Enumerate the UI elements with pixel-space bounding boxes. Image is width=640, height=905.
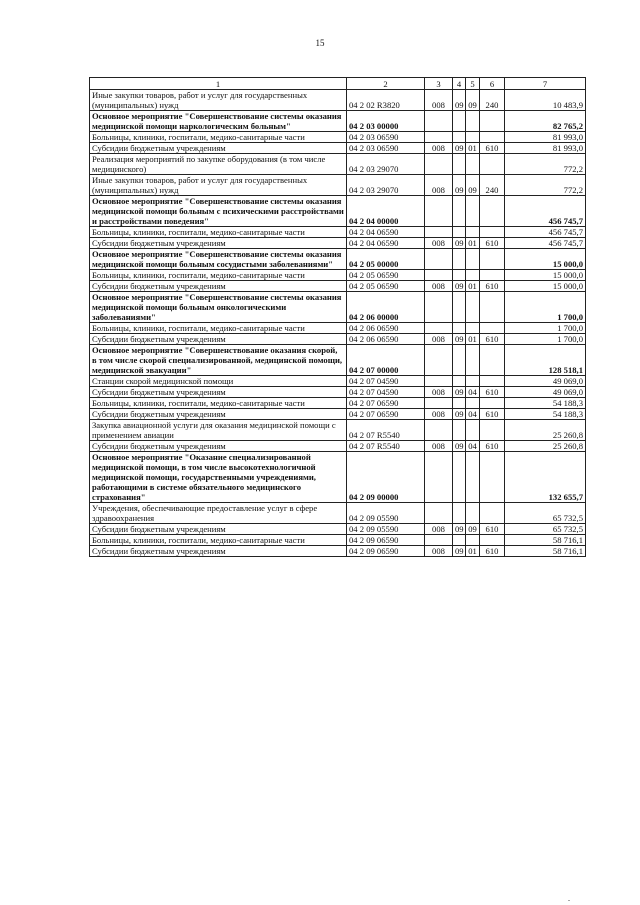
row-section-cell: 09 <box>453 90 466 111</box>
row-section-cell <box>453 503 466 524</box>
row-code-cell: 04 2 04 00000 <box>347 196 425 227</box>
row-name-cell: Основное мероприятие "Совершенствование системы оказания медицинской помощи наркологическим больным" <box>90 111 347 132</box>
header-cell-code: 2 <box>347 78 425 90</box>
row-section-cell <box>453 323 466 334</box>
row-ministry-cell <box>425 154 453 175</box>
row-name-cell: Больницы, клиники, госпитали, медико-санитарные части <box>90 535 347 546</box>
table-row <box>90 143 586 154</box>
row-name-cell: Субсидии бюджетным учреждениям <box>90 524 347 535</box>
header-cell-subsection: 5 <box>466 78 480 90</box>
row-subsection-cell: 09 <box>466 90 480 111</box>
row-section-cell <box>453 535 466 546</box>
row-sum-cell: 10 483,9 <box>505 90 586 111</box>
row-expense-type-cell <box>480 111 505 132</box>
row-expense-type-cell <box>480 323 505 334</box>
row-subsection-cell <box>466 452 480 503</box>
row-sum-cell: 82 765,2 <box>505 111 586 132</box>
row-ministry-cell <box>425 535 453 546</box>
row-section-cell: 09 <box>453 409 466 420</box>
table-row <box>90 270 586 281</box>
row-code-cell: 04 2 05 00000 <box>347 249 425 270</box>
row-subsection-cell: 04 <box>466 409 480 420</box>
row-subsection-cell <box>466 196 480 227</box>
row-name-cell: Учреждения, обеспечивающие предоставление услуг в сфере здравоохранения <box>90 503 347 524</box>
row-section-cell <box>453 376 466 387</box>
row-section-cell <box>453 420 466 441</box>
row-ministry-cell: 008 <box>425 409 453 420</box>
row-sum-cell: 132 655,7 <box>505 452 586 503</box>
header-cell-name: 1 <box>90 78 347 90</box>
row-name-cell: Субсидии бюджетным учреждениям <box>90 334 347 345</box>
row-expense-type-cell <box>480 227 505 238</box>
row-name-cell: Субсидии бюджетным учреждениям <box>90 409 347 420</box>
row-name-cell: Основное мероприятие "Оказание специализированной медицинской помощи, в том числе высокотехнологичной медицинской помощи, государственными учреждениями, работающими в системе обязательного медицинского страхования" <box>90 452 347 503</box>
row-subsection-cell <box>466 132 480 143</box>
row-name-cell: Иные закупки товаров, работ и услуг для государственных (муниципальных) нужд <box>90 90 347 111</box>
row-name-cell: Основное мероприятие "Совершенствование системы оказания медицинской помощи больным онкологическими заболеваниями" <box>90 292 347 323</box>
table-row <box>90 132 586 143</box>
row-section-cell: 09 <box>453 546 466 557</box>
row-ministry-cell <box>425 292 453 323</box>
table-row <box>90 111 586 132</box>
row-section-cell <box>453 111 466 132</box>
row-code-cell: 04 2 07 06590 <box>347 398 425 409</box>
row-code-cell: 04 2 09 05590 <box>347 503 425 524</box>
row-section-cell <box>453 398 466 409</box>
table-row <box>90 154 586 175</box>
table-header-row <box>90 78 586 90</box>
table-row <box>90 409 586 420</box>
row-name-cell: Иные закупки товаров, работ и услуг для государственных (муниципальных) нужд <box>90 175 347 196</box>
table-row <box>90 345 586 376</box>
row-sum-cell: 15 000,0 <box>505 249 586 270</box>
row-ministry-cell <box>425 227 453 238</box>
row-section-cell <box>453 249 466 270</box>
table-row <box>90 546 586 557</box>
table-row <box>90 196 586 227</box>
row-code-cell: 04 2 09 06590 <box>347 535 425 546</box>
row-section-cell: 09 <box>453 175 466 196</box>
row-sum-cell: 456 745,7 <box>505 196 586 227</box>
row-expense-type-cell: 610 <box>480 387 505 398</box>
row-name-cell: Основное мероприятие "Совершенствование системы оказания медицинской помощи больным с психическими расстройствами и расстройствами поведения" <box>90 196 347 227</box>
row-code-cell: 04 2 07 R5540 <box>347 420 425 441</box>
row-name-cell: Больницы, клиники, госпитали, медико-санитарные части <box>90 323 347 334</box>
row-name-cell: Субсидии бюджетным учреждениям <box>90 387 347 398</box>
row-name-cell: Больницы, клиники, госпитали, медико-санитарные части <box>90 270 347 281</box>
row-section-cell: 09 <box>453 387 466 398</box>
row-expense-type-cell: 610 <box>480 143 505 154</box>
header-cell-expense-type: 6 <box>480 78 505 90</box>
row-subsection-cell: 01 <box>466 546 480 557</box>
row-name-cell: Субсидии бюджетным учреждениям <box>90 238 347 249</box>
row-ministry-cell <box>425 452 453 503</box>
row-sum-cell: 128 518,1 <box>505 345 586 376</box>
budget-table <box>89 77 586 557</box>
table-row <box>90 249 586 270</box>
table-row <box>90 420 586 441</box>
header-cell-ministry: 3 <box>425 78 453 90</box>
row-sum-cell: 58 716,1 <box>505 546 586 557</box>
row-section-cell <box>453 227 466 238</box>
row-section-cell: 09 <box>453 524 466 535</box>
table-row <box>90 441 586 452</box>
row-ministry-cell <box>425 111 453 132</box>
row-section-cell <box>453 132 466 143</box>
row-section-cell <box>453 270 466 281</box>
row-section-cell <box>453 154 466 175</box>
row-ministry-cell: 008 <box>425 281 453 292</box>
row-sum-cell: 54 188,3 <box>505 409 586 420</box>
row-ministry-cell: 008 <box>425 546 453 557</box>
row-section-cell: 09 <box>453 238 466 249</box>
row-subsection-cell: 09 <box>466 175 480 196</box>
row-sum-cell: 1 700,0 <box>505 292 586 323</box>
table-row <box>90 535 586 546</box>
row-expense-type-cell: 610 <box>480 334 505 345</box>
row-subsection-cell <box>466 398 480 409</box>
row-expense-type-cell <box>480 535 505 546</box>
row-sum-cell: 25 260,8 <box>505 420 586 441</box>
row-name-cell: Больницы, клиники, госпитали, медико-санитарные части <box>90 132 347 143</box>
row-expense-type-cell <box>480 398 505 409</box>
row-subsection-cell <box>466 292 480 323</box>
table-row <box>90 452 586 503</box>
row-name-cell: Основное мероприятие "Совершенствование оказания скорой, в том числе скорой специализированной, медицинской помощи, медицинской эвакуации" <box>90 345 347 376</box>
row-expense-type-cell <box>480 376 505 387</box>
row-code-cell: 04 2 07 R5540 <box>347 441 425 452</box>
table-row <box>90 323 586 334</box>
row-code-cell: 04 2 04 06590 <box>347 238 425 249</box>
row-code-cell: 04 2 03 29070 <box>347 154 425 175</box>
row-ministry-cell <box>425 420 453 441</box>
row-expense-type-cell <box>480 154 505 175</box>
table-row <box>90 376 586 387</box>
row-ministry-cell: 008 <box>425 143 453 154</box>
row-code-cell: 04 2 07 06590 <box>347 409 425 420</box>
row-ministry-cell: 008 <box>425 387 453 398</box>
row-name-cell: Закупка авиационной услуги для оказания медицинской помощи с применением авиации <box>90 420 347 441</box>
row-section-cell <box>453 345 466 376</box>
row-subsection-cell <box>466 270 480 281</box>
table-row <box>90 175 586 196</box>
row-name-cell: Субсидии бюджетным учреждениям <box>90 143 347 154</box>
row-code-cell: 04 2 03 29070 <box>347 175 425 196</box>
row-name-cell: Субсидии бюджетным учреждениям <box>90 546 347 557</box>
row-subsection-cell <box>466 503 480 524</box>
row-sum-cell: 15 000,0 <box>505 270 586 281</box>
row-ministry-cell: 008 <box>425 441 453 452</box>
row-subsection-cell: 01 <box>466 334 480 345</box>
row-section-cell: 09 <box>453 334 466 345</box>
table-row <box>90 398 586 409</box>
row-section-cell: 09 <box>453 441 466 452</box>
row-name-cell: Станции скорой медицинской помощи <box>90 376 347 387</box>
row-code-cell: 04 2 07 04590 <box>347 376 425 387</box>
page-number: 15 <box>315 38 325 48</box>
row-sum-cell: 81 993,0 <box>505 143 586 154</box>
row-ministry-cell: 008 <box>425 524 453 535</box>
row-expense-type-cell: 610 <box>480 524 505 535</box>
row-ministry-cell <box>425 196 453 227</box>
row-expense-type-cell <box>480 503 505 524</box>
row-expense-type-cell <box>480 132 505 143</box>
table-row <box>90 334 586 345</box>
row-name-cell: Реализация мероприятий по закупке оборудования (в том числе медицинского) <box>90 154 347 175</box>
corner-mark: . <box>568 894 570 903</box>
row-code-cell: 04 2 09 06590 <box>347 546 425 557</box>
row-code-cell: 04 2 09 05590 <box>347 524 425 535</box>
row-ministry-cell <box>425 270 453 281</box>
header-cell-section: 4 <box>453 78 466 90</box>
row-sum-cell: 65 732,5 <box>505 503 586 524</box>
row-ministry-cell <box>425 132 453 143</box>
row-sum-cell: 49 069,0 <box>505 376 586 387</box>
row-code-cell: 04 2 03 00000 <box>347 111 425 132</box>
row-name-cell: Субсидии бюджетным учреждениям <box>90 281 347 292</box>
table-row <box>90 524 586 535</box>
row-sum-cell: 1 700,0 <box>505 323 586 334</box>
table-row <box>90 387 586 398</box>
row-subsection-cell <box>466 535 480 546</box>
row-code-cell: 04 2 07 00000 <box>347 345 425 376</box>
row-subsection-cell <box>466 249 480 270</box>
table-row <box>90 90 586 111</box>
table-row <box>90 227 586 238</box>
row-code-cell: 04 2 05 06590 <box>347 281 425 292</box>
row-sum-cell: 58 716,1 <box>505 535 586 546</box>
row-code-cell: 04 2 07 04590 <box>347 387 425 398</box>
row-subsection-cell <box>466 420 480 441</box>
row-sum-cell: 25 260,8 <box>505 441 586 452</box>
row-ministry-cell <box>425 323 453 334</box>
table-row <box>90 292 586 323</box>
row-sum-cell: 456 745,7 <box>505 227 586 238</box>
row-subsection-cell: 04 <box>466 387 480 398</box>
row-expense-type-cell: 610 <box>480 409 505 420</box>
row-ministry-cell: 008 <box>425 334 453 345</box>
row-name-cell: Субсидии бюджетным учреждениям <box>90 441 347 452</box>
row-code-cell: 04 2 05 06590 <box>347 270 425 281</box>
budget-table-body <box>90 78 586 557</box>
row-subsection-cell <box>466 323 480 334</box>
row-subsection-cell <box>466 376 480 387</box>
row-code-cell: 04 2 09 00000 <box>347 452 425 503</box>
row-sum-cell: 15 000,0 <box>505 281 586 292</box>
row-expense-type-cell <box>480 292 505 323</box>
row-code-cell: 04 2 04 06590 <box>347 227 425 238</box>
row-code-cell: 04 2 06 06590 <box>347 334 425 345</box>
row-ministry-cell <box>425 398 453 409</box>
row-ministry-cell <box>425 503 453 524</box>
row-expense-type-cell <box>480 196 505 227</box>
row-expense-type-cell: 240 <box>480 175 505 196</box>
row-expense-type-cell <box>480 452 505 503</box>
row-sum-cell: 456 745,7 <box>505 238 586 249</box>
row-sum-cell: 54 188,3 <box>505 398 586 409</box>
row-ministry-cell: 008 <box>425 175 453 196</box>
row-subsection-cell: 01 <box>466 238 480 249</box>
row-ministry-cell <box>425 345 453 376</box>
row-subsection-cell <box>466 345 480 376</box>
row-subsection-cell: 04 <box>466 441 480 452</box>
row-ministry-cell: 008 <box>425 238 453 249</box>
row-expense-type-cell: 610 <box>480 441 505 452</box>
row-expense-type-cell <box>480 420 505 441</box>
row-subsection-cell: 01 <box>466 143 480 154</box>
table-row <box>90 281 586 292</box>
row-subsection-cell <box>466 227 480 238</box>
row-sum-cell: 1 700,0 <box>505 334 586 345</box>
row-code-cell: 04 2 02 R3820 <box>347 90 425 111</box>
row-sum-cell: 65 732,5 <box>505 524 586 535</box>
row-code-cell: 04 2 03 06590 <box>347 143 425 154</box>
row-section-cell: 09 <box>453 143 466 154</box>
row-code-cell: 04 2 03 06590 <box>347 132 425 143</box>
row-name-cell: Основное мероприятие "Совершенствование системы оказания медицинской помощи больным сосудистыми заболеваниями" <box>90 249 347 270</box>
row-expense-type-cell <box>480 270 505 281</box>
table-row <box>90 238 586 249</box>
table-row <box>90 503 586 524</box>
row-section-cell <box>453 292 466 323</box>
row-sum-cell: 772,2 <box>505 175 586 196</box>
row-name-cell: Больницы, клиники, госпитали, медико-санитарные части <box>90 398 347 409</box>
row-subsection-cell: 09 <box>466 524 480 535</box>
row-subsection-cell: 01 <box>466 281 480 292</box>
row-section-cell <box>453 452 466 503</box>
row-code-cell: 04 2 06 06590 <box>347 323 425 334</box>
row-ministry-cell: 008 <box>425 90 453 111</box>
row-expense-type-cell <box>480 345 505 376</box>
row-expense-type-cell: 610 <box>480 238 505 249</box>
row-expense-type-cell: 240 <box>480 90 505 111</box>
row-ministry-cell <box>425 376 453 387</box>
row-ministry-cell <box>425 249 453 270</box>
row-section-cell <box>453 196 466 227</box>
row-expense-type-cell: 610 <box>480 546 505 557</box>
row-sum-cell: 772,2 <box>505 154 586 175</box>
row-section-cell: 09 <box>453 281 466 292</box>
row-sum-cell: 81 993,0 <box>505 132 586 143</box>
row-expense-type-cell: 610 <box>480 281 505 292</box>
row-code-cell: 04 2 06 00000 <box>347 292 425 323</box>
row-subsection-cell <box>466 111 480 132</box>
header-cell-sum: 7 <box>505 78 586 90</box>
row-subsection-cell <box>466 154 480 175</box>
row-sum-cell: 49 069,0 <box>505 387 586 398</box>
row-name-cell: Больницы, клиники, госпитали, медико-санитарные части <box>90 227 347 238</box>
row-expense-type-cell <box>480 249 505 270</box>
